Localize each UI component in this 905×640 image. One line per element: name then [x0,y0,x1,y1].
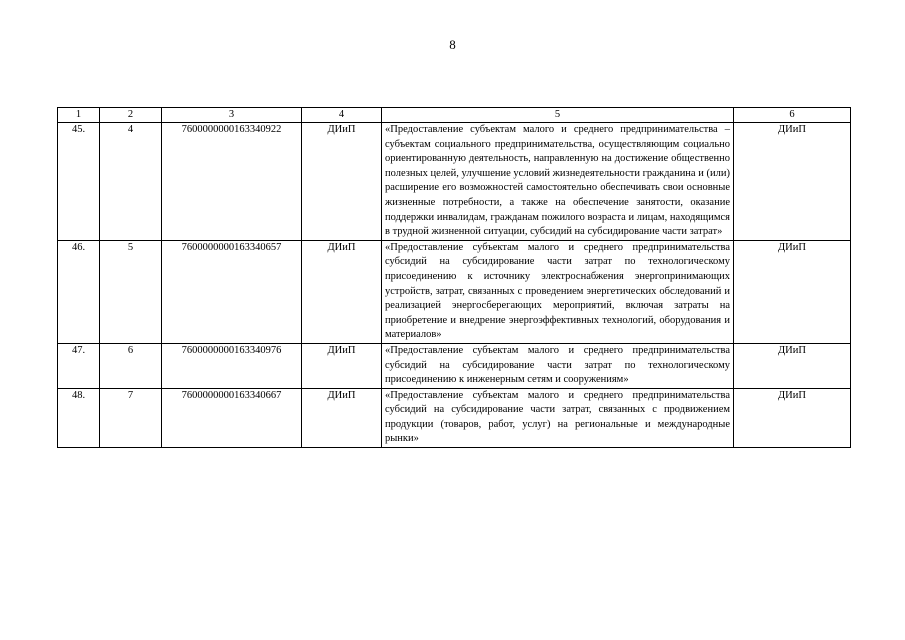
header-col-5: 5 [382,108,734,123]
row-number: 46. [58,240,100,343]
table-body [58,123,851,448]
row-description: «Предоставление субъектам малого и среднего предпринимательства – субъектам социального предпринимательства, осуществляющим социально ориентированную деятельность, направленную на достижение общественно полезных целей, улучшение условий жизнедеятельности гражданина и (или) расширение его возможностей самостоятельно обеспечивать свои основные жизненные потребности, а также на обеспечение занятости, оказание поддержки инвалидам, гражданам пожилого возраста и лицам, находящимся в трудной жизненной ситуации, субсидий на субсидирование части затрат» [382,123,734,241]
row-code: 7600000000163340667 [162,388,302,447]
row-organization: ДИиП [302,240,382,343]
row-responsible: ДИиП [734,123,851,241]
table-header [58,108,851,123]
row-organization: ДИиП [302,388,382,447]
row-responsible: ДИиП [734,388,851,447]
header-col-2: 2 [100,108,162,123]
row-responsible: ДИиП [734,240,851,343]
row-code: 7600000000163340976 [162,343,302,388]
row-description: «Предоставление субъектам малого и среднего предпринимательства субсидий на субсидирование части затрат по технологическому присоединению к источнику электроснабжения энергопринимающих устройств, затрат, связанных с проведением энергетических обследований и реализацией энергосберегающих мероприятий, включая затраты на приобретение и внедрение энергоэффективных технологий, оборудования и материалов» [382,240,734,343]
row-index: 4 [100,123,162,241]
row-code: 7600000000163340657 [162,240,302,343]
header-col-3: 3 [162,108,302,123]
row-organization: ДИиП [302,343,382,388]
row-number: 47. [58,343,100,388]
header-row [58,108,851,123]
row-responsible: ДИиП [734,343,851,388]
table-row [58,388,851,447]
table-row [58,343,851,388]
table-row [58,240,851,343]
row-organization: ДИиП [302,123,382,241]
table-row [58,123,851,241]
row-description: «Предоставление субъектам малого и среднего предпринимательства субсидий на субсидирование части затрат, связанных с продвижением продукции (товаров, работ, услуг) на региональные и международные рынки» [382,388,734,447]
header-col-1: 1 [58,108,100,123]
row-description: «Предоставление субъектам малого и среднего предпринимательства субсидий на субсидирование части затрат по технологическому присоединению к инженерным сетям и сооружениям» [382,343,734,388]
header-col-6: 6 [734,108,851,123]
row-number: 48. [58,388,100,447]
row-index: 5 [100,240,162,343]
row-code: 760000000016334092​2 [162,123,302,241]
page-number: 8 [449,37,456,52]
header-col-4: 4 [302,108,382,123]
row-index: 7 [100,388,162,447]
row-number: 45. [58,123,100,241]
document-table [57,107,851,448]
row-index: 6 [100,343,162,388]
